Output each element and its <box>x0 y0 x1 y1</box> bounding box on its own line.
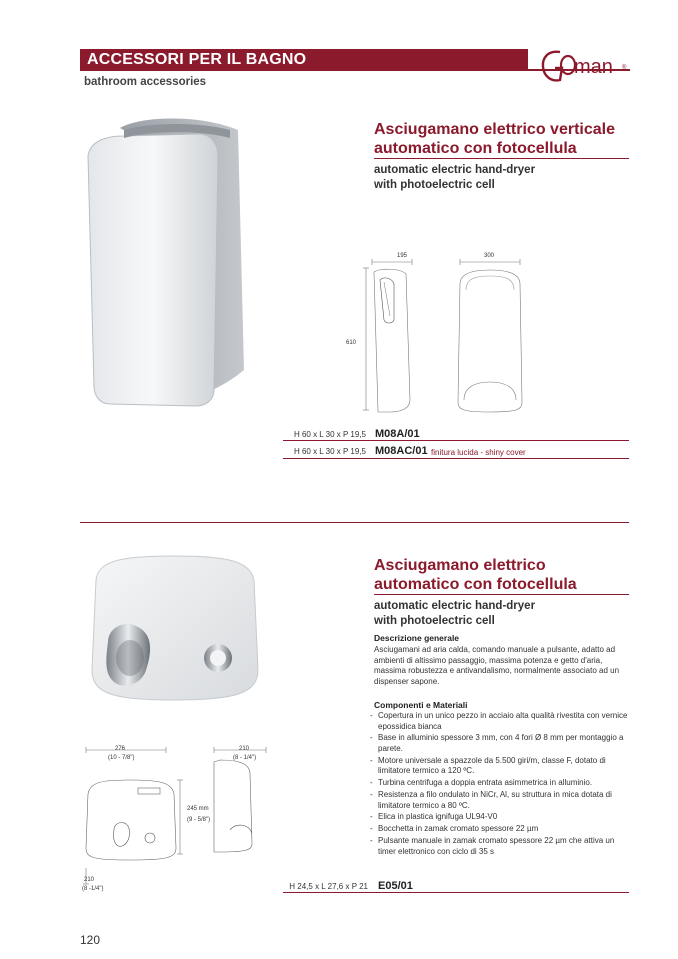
description-text: Asciugamani ad aria calda, comando manuale a pulsante, adatto ad ambienti di altissimo passaggio, massima potenza e getto d'aria, massima robustezza e antivandalismo, normalmente associato ad un dispenser sapone. <box>374 645 620 686</box>
product1-dim-width: 195 <box>397 253 408 259</box>
product1-spec-dims-1: H 60 x L 30 x P 19,5 <box>293 430 366 439</box>
product1-subtitle-line2: with photoelectric cell <box>374 179 495 191</box>
product2-title <box>374 556 577 594</box>
product2-technical-drawing <box>80 744 280 894</box>
product2-subtitle-line2: with photoelectric cell <box>374 615 495 627</box>
product2-dim-height-in: (9 - 5/8") <box>187 817 211 823</box>
list-item: - Resistenza a filo ondulato in NiCr, Al, su struttura in mica dotata di limitatore termico a 80 ºC. <box>370 790 629 811</box>
product2-dim-base-mm: 210 <box>84 877 95 883</box>
product1-spec-dims-2: H 60 x L 30 x P 19,5 <box>293 447 366 456</box>
list-item: - Bocchetta in zamak cromato spessore 22 µm <box>370 824 629 835</box>
product1-title <box>374 120 615 158</box>
product2-dim-width-in: (10 - 7/8") <box>108 755 135 761</box>
product2-dim-depth-mm: 210 <box>239 746 250 752</box>
list-item: - Base in alluminio spessore 3 mm, con 4 fori Ø 8 mm per montaggio a parete. <box>370 733 629 754</box>
list-item: - Elica in plastica ignifuga UL94-V0 <box>370 812 629 823</box>
product2-dim-depth-in: (8 - 1/4") <box>233 755 257 761</box>
product1-spec-finish-2: finitura lucida - shiny cover <box>431 448 526 457</box>
page-number: 120 <box>80 933 101 947</box>
product1-spec-code-2: M08AC/01 <box>375 445 428 457</box>
product1-spec-code-1: M08A/01 <box>375 428 420 440</box>
components-list <box>370 711 629 859</box>
list-item: - Turbina centrifuga a doppia entrata asimmetrica in alluminio. <box>370 778 629 789</box>
components-heading: Componenti e Materiali <box>374 700 468 710</box>
logo-registered: ® <box>622 65 627 71</box>
vertical-hand-dryer-image <box>80 100 260 415</box>
description-heading: Descrizione generale <box>374 633 460 643</box>
product2-subtitle-line1: automatic electric hand-dryer <box>374 600 536 612</box>
product1-technical-drawing <box>340 250 540 420</box>
product2-spec-code: E05/01 <box>378 880 413 892</box>
product1-subtitle <box>374 163 535 193</box>
section-subtitle: bathroom accessories <box>84 76 207 88</box>
logo-text: man <box>574 56 613 78</box>
push-button-hand-dryer-image <box>84 550 264 710</box>
product2-subtitle <box>374 599 535 629</box>
product1-spec-rule-1 <box>283 440 629 441</box>
product1-subtitle-line1: automatic electric hand-dryer <box>374 164 536 176</box>
product1-title-line2: automatico con fotocellula <box>374 140 577 157</box>
product2-dim-width-mm: 276 <box>115 746 126 752</box>
list-item: - Motore universale a spazzole da 5.500 giri/m, classe F, dotato di limitatore termico a 120 ºC. <box>370 756 629 777</box>
product1-title-line1: Asciugamano elettrico verticale <box>374 121 615 138</box>
product2-title-line1: Asciugamano elettrico <box>374 557 546 574</box>
product2-dim-base-in: (8 -1/4") <box>82 886 104 892</box>
product2-title-rule <box>374 594 629 595</box>
product2-spec-rule <box>283 892 629 893</box>
product1-dim-depth: 300 <box>484 253 495 259</box>
product2-dim-height-mm: 245 mm <box>187 806 209 812</box>
product1-spec-rule-2 <box>283 458 629 459</box>
product2-title-line2: automatico con fotocellula <box>374 576 577 593</box>
product2-spec-dims: H 24,5 x L 27,6 x P 21 <box>289 882 368 891</box>
product1-title-rule <box>374 158 629 159</box>
product1-dim-height: 610 <box>346 340 357 346</box>
section-title: ACCESSORI PER IL BAGNO <box>87 51 307 68</box>
list-item: - Pulsante manuale in zamak cromato spessore 22 µm che attiva un timer elettronico con ciclo di 35 s <box>370 836 629 857</box>
list-item: - Copertura in un unico pezzo in acciaio alta qualità rivestita con vernice epossidica bianca <box>370 711 629 732</box>
section-divider <box>80 522 629 523</box>
